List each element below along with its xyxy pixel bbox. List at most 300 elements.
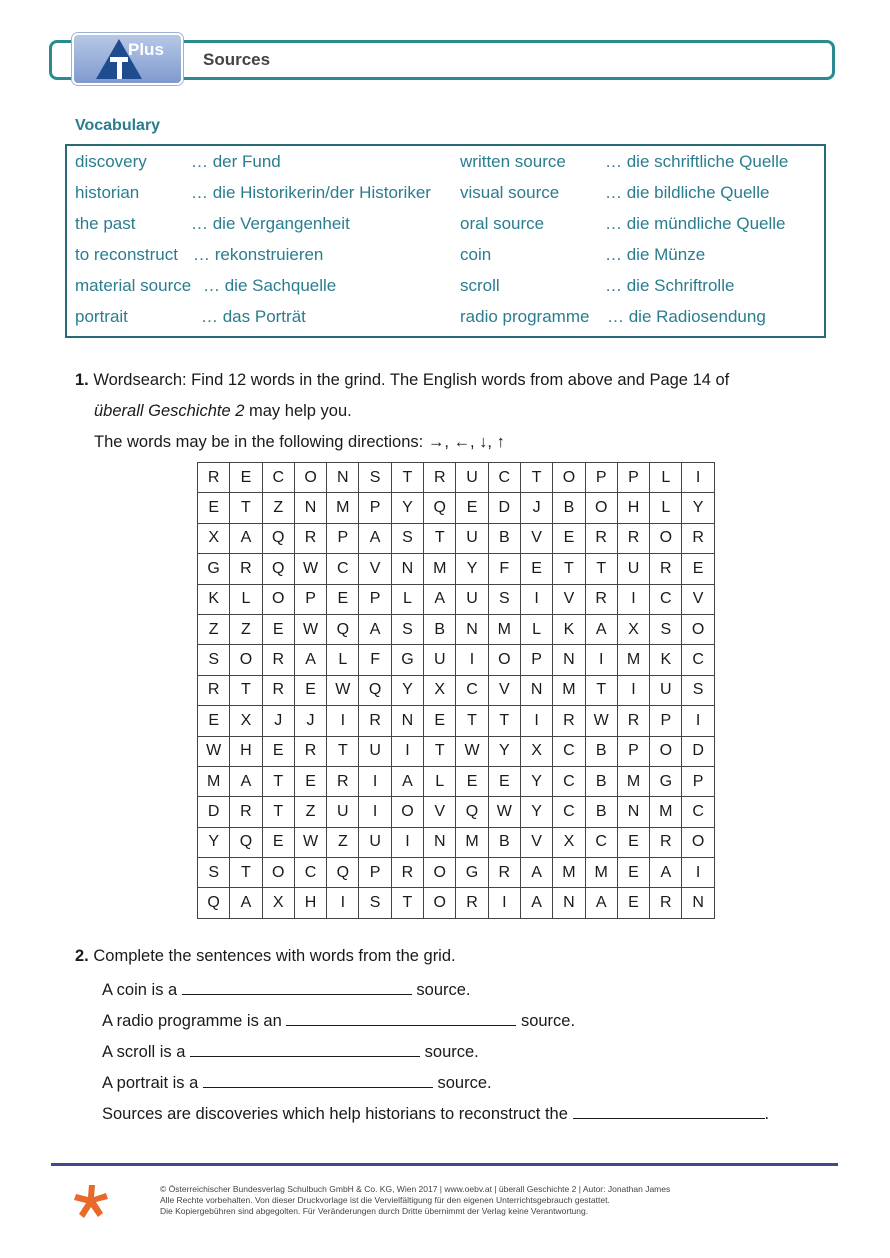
- grid-cell[interactable]: S: [650, 614, 682, 644]
- grid-cell[interactable]: E: [617, 858, 649, 888]
- grid-cell[interactable]: T: [520, 463, 552, 493]
- vocab-english: written source: [460, 152, 566, 171]
- grid-cell[interactable]: U: [424, 645, 456, 675]
- task2-instruction: Complete the sentences with words from the grid.: [93, 947, 456, 965]
- grid-row: [198, 493, 715, 523]
- grid-cell[interactable]: D: [682, 736, 714, 766]
- grid-cell[interactable]: I: [456, 645, 488, 675]
- grid-cell[interactable]: J: [520, 493, 552, 523]
- grid-cell[interactable]: C: [327, 554, 359, 584]
- grid-cell[interactable]: N: [617, 797, 649, 827]
- grid-cell[interactable]: Y: [456, 554, 488, 584]
- grid-cell[interactable]: Y: [520, 797, 552, 827]
- grid-cell[interactable]: E: [230, 463, 262, 493]
- grid-cell[interactable]: U: [456, 463, 488, 493]
- grid-cell[interactable]: X: [553, 827, 585, 857]
- vocab-english: portrait: [75, 307, 128, 326]
- grid-cell[interactable]: O: [682, 827, 714, 857]
- grid-cell[interactable]: A: [359, 523, 391, 553]
- vocab-english: oral source: [460, 214, 545, 233]
- grid-cell[interactable]: R: [359, 706, 391, 736]
- grid-row: [198, 523, 715, 553]
- grid-cell[interactable]: L: [230, 584, 262, 614]
- grid-cell[interactable]: N: [682, 888, 714, 918]
- grid-cell[interactable]: B: [585, 766, 617, 796]
- grid-cell[interactable]: T: [391, 888, 423, 918]
- grid-cell[interactable]: V: [424, 797, 456, 827]
- grid-cell[interactable]: B: [585, 797, 617, 827]
- grid-cell[interactable]: O: [488, 645, 520, 675]
- grid-cell[interactable]: T: [488, 706, 520, 736]
- grid-cell[interactable]: E: [456, 493, 488, 523]
- grid-cell[interactable]: T: [230, 858, 262, 888]
- grid-cell[interactable]: V: [359, 554, 391, 584]
- grid-cell[interactable]: E: [488, 766, 520, 796]
- grid-cell[interactable]: R: [650, 554, 682, 584]
- grid-cell[interactable]: R: [294, 736, 326, 766]
- sentence: [102, 1041, 479, 1062]
- grid-cell[interactable]: R: [262, 645, 294, 675]
- grid-cell[interactable]: T: [553, 554, 585, 584]
- grid-cell[interactable]: W: [488, 797, 520, 827]
- vocab-english: historian: [75, 183, 140, 202]
- grid-cell[interactable]: Q: [262, 523, 294, 553]
- grid-cell[interactable]: U: [456, 584, 488, 614]
- grid-cell[interactable]: Y: [391, 493, 423, 523]
- grid-cell[interactable]: A: [391, 766, 423, 796]
- grid-cell[interactable]: M: [650, 797, 682, 827]
- sentence-text: source.: [437, 1074, 492, 1092]
- grid-row: [198, 614, 715, 644]
- grid-cell[interactable]: R: [456, 888, 488, 918]
- grid-cell[interactable]: N: [553, 888, 585, 918]
- grid-row: [198, 463, 715, 493]
- vocab-english: to reconstruct: [75, 245, 178, 264]
- vocab-english: material source: [75, 276, 192, 295]
- grid-cell[interactable]: P: [327, 523, 359, 553]
- grid-cell[interactable]: F: [488, 554, 520, 584]
- grid-cell[interactable]: R: [617, 706, 649, 736]
- grid-cell[interactable]: X: [520, 736, 552, 766]
- grid-cell[interactable]: M: [198, 766, 230, 796]
- grid-cell[interactable]: U: [650, 675, 682, 705]
- vocab-german: … die bildliche Quelle: [605, 183, 770, 202]
- grid-cell[interactable]: A: [585, 888, 617, 918]
- grid-cell[interactable]: C: [294, 858, 326, 888]
- grid-cell[interactable]: O: [650, 736, 682, 766]
- grid-cell[interactable]: B: [488, 827, 520, 857]
- publisher-star-icon: [72, 1183, 110, 1221]
- vocab-english: the past: [75, 214, 136, 233]
- grid-cell[interactable]: G: [650, 766, 682, 796]
- grid-cell[interactable]: W: [294, 554, 326, 584]
- grid-cell[interactable]: P: [682, 766, 714, 796]
- grid-cell[interactable]: C: [456, 675, 488, 705]
- grid-cell[interactable]: Q: [230, 827, 262, 857]
- grid-cell[interactable]: M: [424, 554, 456, 584]
- grid-cell[interactable]: G: [456, 858, 488, 888]
- grid-cell[interactable]: T: [262, 797, 294, 827]
- grid-cell[interactable]: S: [488, 584, 520, 614]
- grid-cell[interactable]: R: [650, 827, 682, 857]
- grid-cell[interactable]: Q: [262, 554, 294, 584]
- grid-cell[interactable]: E: [294, 766, 326, 796]
- sentence-text: source.: [416, 981, 471, 999]
- grid-cell[interactable]: Y: [198, 827, 230, 857]
- grid-cell[interactable]: R: [262, 675, 294, 705]
- vocab-english: scroll: [460, 276, 500, 295]
- grid-cell[interactable]: Z: [262, 493, 294, 523]
- grid-cell[interactable]: Z: [294, 797, 326, 827]
- grid-cell[interactable]: U: [359, 827, 391, 857]
- grid-cell[interactable]: P: [359, 858, 391, 888]
- grid-cell[interactable]: N: [391, 554, 423, 584]
- grid-row: [198, 554, 715, 584]
- grid-cell[interactable]: M: [488, 614, 520, 644]
- grid-cell[interactable]: V: [520, 827, 552, 857]
- grid-cell[interactable]: E: [553, 523, 585, 553]
- grid-cell[interactable]: E: [520, 554, 552, 584]
- grid-cell[interactable]: K: [553, 614, 585, 644]
- grid-cell[interactable]: T: [230, 675, 262, 705]
- grid-cell[interactable]: I: [359, 797, 391, 827]
- grid-cell[interactable]: O: [650, 523, 682, 553]
- grid-cell[interactable]: P: [359, 493, 391, 523]
- vocab-english: coin: [460, 245, 492, 264]
- grid-cell[interactable]: N: [520, 675, 552, 705]
- grid-cell[interactable]: A: [650, 858, 682, 888]
- vocab-english: radio programme: [460, 307, 590, 326]
- grid-cell[interactable]: W: [198, 736, 230, 766]
- grid-cell[interactable]: C: [585, 827, 617, 857]
- grid-cell[interactable]: T: [424, 736, 456, 766]
- sentence-text: A coin is a: [102, 981, 178, 999]
- grid-cell[interactable]: R: [650, 888, 682, 918]
- vocab-german: … das Porträt: [201, 307, 306, 326]
- grid-cell[interactable]: L: [327, 645, 359, 675]
- footer-line: Die Kopiergebühren sind abgegolten. Für Veränderungen durch Dritte übernimmt der Verlag keine Verantwortung.: [160, 1206, 589, 1216]
- grid-cell[interactable]: O: [262, 584, 294, 614]
- grid-cell[interactable]: J: [262, 706, 294, 736]
- grid-cell[interactable]: A: [294, 645, 326, 675]
- grid-cell[interactable]: D: [198, 797, 230, 827]
- grid-cell[interactable]: R: [585, 584, 617, 614]
- grid-cell[interactable]: I: [327, 706, 359, 736]
- answer-blank[interactable]: [182, 979, 412, 995]
- grid-cell[interactable]: N: [553, 645, 585, 675]
- vocab-german: … die Münze: [605, 245, 706, 264]
- grid-cell[interactable]: N: [456, 614, 488, 644]
- grid-cell[interactable]: B: [585, 736, 617, 766]
- grid-cell[interactable]: E: [682, 554, 714, 584]
- grid-cell[interactable]: M: [617, 645, 649, 675]
- grid-cell[interactable]: U: [617, 554, 649, 584]
- grid-cell[interactable]: T: [230, 493, 262, 523]
- grid-cell[interactable]: R: [198, 463, 230, 493]
- grid-cell[interactable]: Y: [520, 766, 552, 796]
- grid-cell[interactable]: Q: [327, 614, 359, 644]
- grid-cell[interactable]: R: [294, 523, 326, 553]
- vocab-german: … der Fund: [191, 152, 281, 171]
- grid-cell[interactable]: U: [456, 523, 488, 553]
- grid-cell[interactable]: O: [230, 645, 262, 675]
- grid-cell[interactable]: T: [391, 463, 423, 493]
- grid-cell[interactable]: T: [456, 706, 488, 736]
- footer-divider: [51, 1163, 838, 1166]
- grid-cell[interactable]: H: [617, 493, 649, 523]
- grid-cell[interactable]: R: [617, 523, 649, 553]
- grid-cell[interactable]: C: [488, 463, 520, 493]
- grid-cell[interactable]: Y: [391, 675, 423, 705]
- grid-cell[interactable]: N: [424, 827, 456, 857]
- grid-cell[interactable]: M: [553, 858, 585, 888]
- grid-cell[interactable]: K: [198, 584, 230, 614]
- footer-line: Alle Rechte vorbehalten. Von dieser Druckvorlage ist die Vervielfältigung für den eigenen Unterrichtsgebrauch gestattet.: [160, 1195, 610, 1205]
- task1-line2: [94, 402, 352, 421]
- grid-cell[interactable]: Z: [230, 614, 262, 644]
- grid-cell[interactable]: O: [424, 858, 456, 888]
- grid-cell[interactable]: T: [585, 675, 617, 705]
- grid-cell[interactable]: A: [230, 888, 262, 918]
- grid-cell[interactable]: A: [424, 584, 456, 614]
- grid-cell[interactable]: I: [682, 706, 714, 736]
- grid-cell[interactable]: Q: [359, 675, 391, 705]
- grid-cell[interactable]: E: [617, 888, 649, 918]
- grid-cell[interactable]: H: [294, 888, 326, 918]
- grid-cell[interactable]: R: [230, 554, 262, 584]
- answer-blank[interactable]: [573, 1103, 765, 1119]
- grid-cell[interactable]: Y: [682, 493, 714, 523]
- grid-row: [198, 645, 715, 675]
- grid-cell[interactable]: B: [424, 614, 456, 644]
- grid-cell[interactable]: C: [650, 584, 682, 614]
- grid-cell[interactable]: E: [424, 706, 456, 736]
- grid-cell[interactable]: H: [230, 736, 262, 766]
- grid-cell[interactable]: R: [488, 858, 520, 888]
- grid-cell[interactable]: D: [488, 493, 520, 523]
- grid-cell[interactable]: S: [391, 614, 423, 644]
- grid-cell[interactable]: R: [424, 463, 456, 493]
- grid-cell[interactable]: R: [682, 523, 714, 553]
- task1-line1: [75, 371, 729, 390]
- grid-cell[interactable]: W: [327, 675, 359, 705]
- grid-cell[interactable]: E: [262, 827, 294, 857]
- task1-instruction: Wordsearch: Find 12 words in the grind. The English words from above and Page 14 of: [93, 371, 730, 389]
- grid-cell[interactable]: E: [262, 736, 294, 766]
- grid-cell[interactable]: M: [585, 858, 617, 888]
- vocab-german: … die Vergangenheit: [191, 214, 350, 233]
- vocab-german: … die Schriftrolle: [605, 276, 735, 295]
- grid-cell[interactable]: A: [230, 766, 262, 796]
- grid-row: [198, 797, 715, 827]
- grid-cell[interactable]: S: [391, 523, 423, 553]
- grid-cell[interactable]: R: [327, 766, 359, 796]
- answer-blank[interactable]: [190, 1041, 420, 1057]
- sentence-text: A radio programme is an: [102, 1012, 282, 1030]
- grid-cell[interactable]: R: [230, 797, 262, 827]
- grid-cell[interactable]: W: [294, 827, 326, 857]
- grid-cell[interactable]: I: [520, 706, 552, 736]
- grid-cell[interactable]: O: [424, 888, 456, 918]
- grid-cell[interactable]: I: [391, 736, 423, 766]
- grid-cell[interactable]: S: [359, 888, 391, 918]
- grid-cell[interactable]: C: [682, 645, 714, 675]
- vocab-english: visual source: [460, 183, 560, 202]
- grid-cell[interactable]: C: [682, 797, 714, 827]
- grid-cell[interactable]: M: [456, 827, 488, 857]
- grid-cell[interactable]: I: [682, 463, 714, 493]
- grid-cell[interactable]: B: [488, 523, 520, 553]
- sentence-text: source.: [520, 1012, 576, 1030]
- footer-line: © Österreichischer Bundesverlag Schulbuch GmbH & Co. KG, Wien 2017 | www.oebv.at | überall Geschichte 2 | Autor: Jonathan James: [160, 1184, 671, 1194]
- grid-cell[interactable]: A: [520, 858, 552, 888]
- grid-cell[interactable]: I: [359, 766, 391, 796]
- grid-cell[interactable]: S: [198, 645, 230, 675]
- grid-cell[interactable]: N: [294, 493, 326, 523]
- grid-row: [198, 888, 715, 918]
- grid-cell[interactable]: Q: [456, 797, 488, 827]
- footer-copyright: [160, 1184, 670, 1217]
- grid-cell[interactable]: S: [198, 858, 230, 888]
- grid-cell[interactable]: P: [617, 736, 649, 766]
- grid-cell[interactable]: I: [585, 645, 617, 675]
- grid-cell[interactable]: O: [585, 493, 617, 523]
- grid-cell[interactable]: R: [198, 675, 230, 705]
- grid-cell[interactable]: C: [553, 736, 585, 766]
- grid-cell[interactable]: V: [553, 584, 585, 614]
- grid-cell[interactable]: T: [424, 523, 456, 553]
- grid-cell[interactable]: O: [391, 797, 423, 827]
- grid-cell[interactable]: I: [520, 584, 552, 614]
- grid-cell[interactable]: S: [682, 675, 714, 705]
- task1-directions: The words may be in the following directions: →, ←, ↓, ↑: [94, 433, 505, 451]
- grid-cell[interactable]: W: [585, 706, 617, 736]
- grid-cell[interactable]: M: [553, 675, 585, 705]
- grid-cell[interactable]: A: [585, 614, 617, 644]
- grid-cell[interactable]: I: [391, 827, 423, 857]
- grid-cell[interactable]: E: [198, 706, 230, 736]
- vocab-english: discovery: [75, 152, 147, 171]
- grid-cell[interactable]: O: [294, 463, 326, 493]
- grid-cell[interactable]: S: [359, 463, 391, 493]
- grid-cell[interactable]: W: [294, 614, 326, 644]
- grid-cell[interactable]: G: [391, 645, 423, 675]
- vocab-german: … rekonstruieren: [193, 245, 324, 264]
- grid-cell[interactable]: A: [359, 614, 391, 644]
- grid-cell[interactable]: M: [327, 493, 359, 523]
- grid-cell[interactable]: P: [294, 584, 326, 614]
- grid-cell[interactable]: X: [230, 706, 262, 736]
- grid-cell[interactable]: L: [520, 614, 552, 644]
- grid-row: [198, 827, 715, 857]
- grid-cell[interactable]: Z: [198, 614, 230, 644]
- grid-cell[interactable]: U: [359, 736, 391, 766]
- grid-row: [198, 858, 715, 888]
- grid-cell[interactable]: L: [424, 766, 456, 796]
- grid-row: [198, 675, 715, 705]
- grid-cell[interactable]: V: [488, 675, 520, 705]
- grid-cell[interactable]: I: [682, 858, 714, 888]
- grid-cell[interactable]: E: [327, 584, 359, 614]
- grid-cell[interactable]: T: [585, 554, 617, 584]
- grid-cell[interactable]: L: [650, 493, 682, 523]
- grid-cell[interactable]: R: [553, 706, 585, 736]
- grid-cell[interactable]: A: [520, 888, 552, 918]
- grid-cell[interactable]: J: [294, 706, 326, 736]
- grid-cell[interactable]: E: [198, 493, 230, 523]
- grid-cell[interactable]: E: [617, 827, 649, 857]
- grid-cell[interactable]: K: [650, 645, 682, 675]
- grid-cell[interactable]: B: [553, 493, 585, 523]
- grid-cell[interactable]: R: [585, 523, 617, 553]
- grid-cell[interactable]: O: [553, 463, 585, 493]
- grid-cell[interactable]: R: [391, 858, 423, 888]
- grid-cell[interactable]: Q: [424, 493, 456, 523]
- grid-cell[interactable]: C: [553, 766, 585, 796]
- grid-cell[interactable]: L: [391, 584, 423, 614]
- grid-cell[interactable]: U: [327, 797, 359, 827]
- grid-cell[interactable]: X: [262, 888, 294, 918]
- vocabulary-box: [65, 144, 826, 338]
- grid-cell[interactable]: T: [327, 736, 359, 766]
- grid-cell[interactable]: C: [553, 797, 585, 827]
- grid-cell[interactable]: P: [585, 463, 617, 493]
- grid-cell[interactable]: N: [327, 463, 359, 493]
- grid-cell[interactable]: P: [359, 584, 391, 614]
- grid-cell[interactable]: O: [682, 614, 714, 644]
- grid-cell[interactable]: Q: [327, 858, 359, 888]
- grid-cell[interactable]: X: [424, 675, 456, 705]
- grid-cell[interactable]: Z: [327, 827, 359, 857]
- grid-cell[interactable]: X: [198, 523, 230, 553]
- grid-cell[interactable]: P: [617, 463, 649, 493]
- grid-cell[interactable]: L: [650, 463, 682, 493]
- logo-text: Plus: [128, 40, 164, 59]
- grid-cell[interactable]: I: [617, 675, 649, 705]
- grid-cell[interactable]: E: [294, 675, 326, 705]
- sentence: [102, 1010, 575, 1031]
- grid-cell[interactable]: C: [262, 463, 294, 493]
- grid-cell[interactable]: P: [520, 645, 552, 675]
- grid-cell[interactable]: N: [391, 706, 423, 736]
- grid-cell[interactable]: M: [617, 766, 649, 796]
- grid-row: [198, 584, 715, 614]
- answer-blank[interactable]: [203, 1072, 433, 1088]
- grid-cell[interactable]: E: [262, 614, 294, 644]
- book-title: überall Geschichte 2: [94, 402, 245, 420]
- grid-cell[interactable]: O: [262, 858, 294, 888]
- grid-cell[interactable]: P: [650, 706, 682, 736]
- grid-cell[interactable]: I: [327, 888, 359, 918]
- grid-cell[interactable]: E: [456, 766, 488, 796]
- grid-cell[interactable]: A: [230, 523, 262, 553]
- grid-cell[interactable]: G: [198, 554, 230, 584]
- sentence-text: source.: [424, 1043, 479, 1061]
- grid-cell[interactable]: I: [488, 888, 520, 918]
- grid-cell[interactable]: T: [262, 766, 294, 796]
- grid-cell[interactable]: X: [617, 614, 649, 644]
- sentence-text: A scroll is a: [102, 1043, 186, 1061]
- grid-cell[interactable]: F: [359, 645, 391, 675]
- grid-cell[interactable]: V: [520, 523, 552, 553]
- answer-blank[interactable]: [286, 1010, 516, 1026]
- vocab-german: … die Historikerin/der Historiker: [191, 183, 431, 202]
- grid-cell[interactable]: Q: [198, 888, 230, 918]
- grid-cell[interactable]: Y: [488, 736, 520, 766]
- grid-cell[interactable]: V: [682, 584, 714, 614]
- grid-cell[interactable]: W: [456, 736, 488, 766]
- grid-cell[interactable]: I: [617, 584, 649, 614]
